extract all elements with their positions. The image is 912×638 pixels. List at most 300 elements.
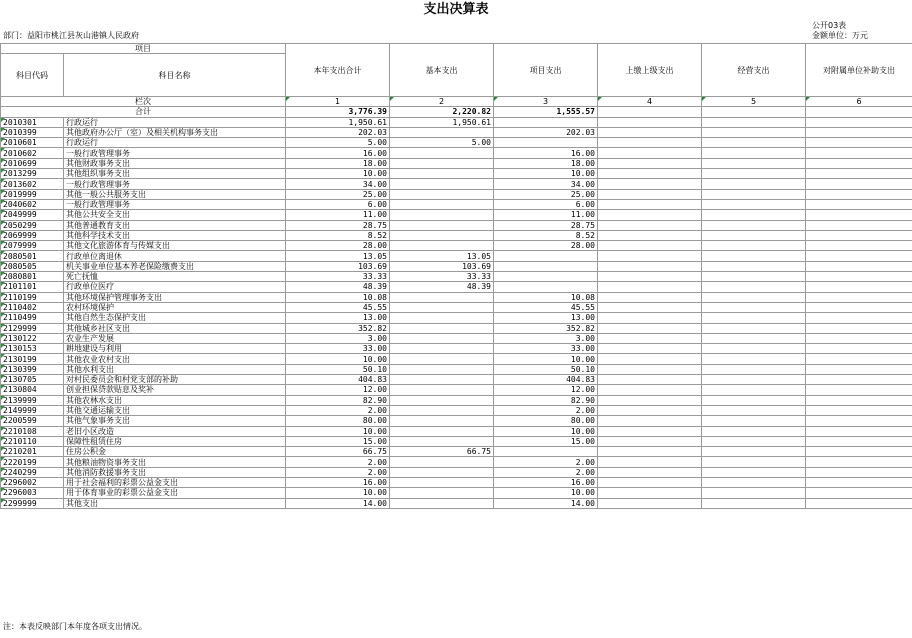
row-total: 2.00 (286, 467, 390, 477)
table-row (1, 138, 912, 148)
column-index-3: 3 (494, 97, 598, 107)
row-code: 2010399 (1, 127, 64, 137)
row-business (702, 405, 806, 415)
row-subsidy (806, 241, 912, 251)
row-business (702, 292, 806, 302)
column-index-label: 栏次 (1, 97, 286, 107)
row-name: 行政单位医疗 (64, 282, 286, 292)
row-name: 死亡抚恤 (64, 272, 286, 282)
row-code: 2110499 (1, 313, 64, 323)
row-total: 202.03 (286, 127, 390, 137)
row-name: 老旧小区改造 (64, 426, 286, 436)
row-subsidy (806, 210, 912, 220)
total-basic: 2,220.82 (390, 107, 494, 117)
row-name: 农业生产发展 (64, 333, 286, 343)
row-subsidy (806, 488, 912, 498)
row-subsidy (806, 344, 912, 354)
row-business (702, 333, 806, 343)
row-business (702, 467, 806, 477)
row-upper (598, 498, 702, 508)
column-index-2: 2 (390, 97, 494, 107)
row-name: 行政运行 (64, 138, 286, 148)
row-project: 80.00 (494, 416, 598, 426)
row-name: 其他文化旅游体育与传媒支出 (64, 241, 286, 251)
row-code: 2130705 (1, 375, 64, 385)
row-upper (598, 467, 702, 477)
header-total: 本年支出合计 (286, 44, 390, 97)
row-business (702, 127, 806, 137)
row-total: 50.10 (286, 364, 390, 374)
row-name: 其他消防救援事务支出 (64, 467, 286, 477)
row-code: 2079999 (1, 241, 64, 251)
row-total: 18.00 (286, 158, 390, 168)
row-basic (390, 467, 494, 477)
table-row (1, 354, 912, 364)
row-subsidy (806, 385, 912, 395)
department-label: 部门：益阳市桃江县灰山港镇人民政府 (3, 31, 139, 40)
table-row (1, 395, 912, 405)
row-subsidy (806, 333, 912, 343)
row-name: 其他农林水支出 (64, 395, 286, 405)
row-basic (390, 344, 494, 354)
row-business (702, 199, 806, 209)
row-subsidy (806, 148, 912, 158)
row-subsidy (806, 272, 912, 282)
row-upper (598, 457, 702, 467)
table-row (1, 323, 912, 333)
row-basic (390, 302, 494, 312)
table-row (1, 148, 912, 158)
row-project: 202.03 (494, 127, 598, 137)
row-business (702, 230, 806, 240)
row-project: 10.00 (494, 488, 598, 498)
row-name: 一般行政管理事务 (64, 199, 286, 209)
row-business (702, 251, 806, 261)
row-business (702, 385, 806, 395)
row-basic (390, 189, 494, 199)
row-total: 16.00 (286, 477, 390, 487)
row-basic (390, 199, 494, 209)
row-name: 其他组织事务支出 (64, 169, 286, 179)
row-subsidy (806, 395, 912, 405)
row-project: 12.00 (494, 385, 598, 395)
row-business (702, 477, 806, 487)
row-upper (598, 272, 702, 282)
row-name: 农村环境保护 (64, 302, 286, 312)
total-upper (598, 107, 702, 117)
row-business (702, 272, 806, 282)
row-basic (390, 364, 494, 374)
row-total: 103.69 (286, 261, 390, 271)
table-row (1, 189, 912, 199)
row-project: 8.52 (494, 230, 598, 240)
row-subsidy (806, 282, 912, 292)
row-name: 其他科学技术支出 (64, 230, 286, 240)
row-subsidy (806, 375, 912, 385)
row-basic (390, 292, 494, 302)
row-code: 2220199 (1, 457, 64, 467)
row-project: 25.00 (494, 189, 598, 199)
row-name: 其他自然生态保护支出 (64, 313, 286, 323)
row-upper (598, 375, 702, 385)
column-index-1: 1 (286, 97, 390, 107)
row-name: 其他农业农村支出 (64, 354, 286, 364)
row-upper (598, 251, 702, 261)
header-name: 科目名称 (64, 54, 286, 97)
row-name: 创业担保贷款贴息及奖补 (64, 385, 286, 395)
row-upper (598, 395, 702, 405)
row-subsidy (806, 189, 912, 199)
row-code: 2049999 (1, 210, 64, 220)
row-upper (598, 230, 702, 240)
row-business (702, 447, 806, 457)
row-project: 6.00 (494, 199, 598, 209)
row-subsidy (806, 498, 912, 508)
row-upper (598, 302, 702, 312)
row-upper (598, 292, 702, 302)
row-subsidy (806, 158, 912, 168)
table-row (1, 488, 912, 498)
row-code: 2130804 (1, 385, 64, 395)
row-upper (598, 405, 702, 415)
row-business (702, 354, 806, 364)
row-total: 82.90 (286, 395, 390, 405)
row-upper (598, 447, 702, 457)
row-total: 25.00 (286, 189, 390, 199)
header-upper: 上缴上级支出 (598, 44, 702, 97)
row-business (702, 179, 806, 189)
row-subsidy (806, 426, 912, 436)
row-subsidy (806, 169, 912, 179)
table-row (1, 251, 912, 261)
row-basic (390, 210, 494, 220)
row-project (494, 261, 598, 271)
row-upper (598, 179, 702, 189)
row-code: 2210201 (1, 447, 64, 457)
row-upper (598, 313, 702, 323)
table-row (1, 241, 912, 251)
table-row (1, 498, 912, 508)
table-row (1, 158, 912, 168)
row-upper (598, 354, 702, 364)
row-project: 13.00 (494, 313, 598, 323)
row-name: 一般行政管理事务 (64, 179, 286, 189)
row-total: 404.83 (286, 375, 390, 385)
row-subsidy (806, 354, 912, 364)
row-subsidy (806, 477, 912, 487)
row-project: 50.10 (494, 364, 598, 374)
row-total: 2.00 (286, 457, 390, 467)
row-total: 352.82 (286, 323, 390, 333)
row-business (702, 189, 806, 199)
row-business (702, 220, 806, 230)
row-code: 2101101 (1, 282, 64, 292)
total-business (702, 107, 806, 117)
row-total: 13.00 (286, 313, 390, 323)
row-project (494, 251, 598, 261)
row-basic (390, 416, 494, 426)
row-total: 66.75 (286, 447, 390, 457)
row-code: 2010301 (1, 117, 64, 127)
row-basic (390, 158, 494, 168)
row-business (702, 241, 806, 251)
row-total: 28.00 (286, 241, 390, 251)
row-subsidy (806, 251, 912, 261)
row-code: 2299999 (1, 498, 64, 508)
row-code: 2010602 (1, 148, 64, 158)
row-name: 其他城乡社区支出 (64, 323, 286, 333)
row-subsidy (806, 179, 912, 189)
row-business (702, 416, 806, 426)
row-code: 2010601 (1, 138, 64, 148)
row-project: 28.00 (494, 241, 598, 251)
table-row (1, 385, 912, 395)
row-total: 10.00 (286, 488, 390, 498)
row-basic (390, 498, 494, 508)
row-project (494, 138, 598, 148)
row-basic (390, 169, 494, 179)
row-project: 404.83 (494, 375, 598, 385)
row-business (702, 117, 806, 127)
total-subsidy (806, 107, 912, 117)
row-basic: 66.75 (390, 447, 494, 457)
row-total: 15.00 (286, 436, 390, 446)
table-row (1, 210, 912, 220)
row-code: 2139999 (1, 395, 64, 405)
row-code: 2200599 (1, 416, 64, 426)
row-basic (390, 395, 494, 405)
table-row (1, 477, 912, 487)
row-name: 其他环境保护管理事务支出 (64, 292, 286, 302)
table-row (1, 436, 912, 446)
row-code: 2069999 (1, 230, 64, 240)
row-name: 其他粮油物资事务支出 (64, 457, 286, 467)
row-upper (598, 148, 702, 158)
row-business (702, 395, 806, 405)
row-basic (390, 179, 494, 189)
table-row (1, 447, 912, 457)
row-subsidy (806, 436, 912, 446)
row-subsidy (806, 467, 912, 477)
row-total: 45.55 (286, 302, 390, 312)
row-basic (390, 354, 494, 364)
row-code: 2013602 (1, 179, 64, 189)
row-subsidy (806, 199, 912, 209)
row-upper (598, 364, 702, 374)
row-name: 其他一般公共服务支出 (64, 189, 286, 199)
row-code: 2080801 (1, 272, 64, 282)
row-code: 2110199 (1, 292, 64, 302)
row-name: 其他财政事务支出 (64, 158, 286, 168)
row-project: 82.90 (494, 395, 598, 405)
row-business (702, 282, 806, 292)
row-basic (390, 230, 494, 240)
row-basic: 1,950.61 (390, 117, 494, 127)
row-basic (390, 436, 494, 446)
row-upper (598, 282, 702, 292)
row-code: 2010699 (1, 158, 64, 168)
row-project: 28.75 (494, 220, 598, 230)
row-subsidy (806, 364, 912, 374)
row-subsidy (806, 416, 912, 426)
row-business (702, 261, 806, 271)
row-business (702, 457, 806, 467)
row-business (702, 313, 806, 323)
row-basic (390, 220, 494, 230)
row-business (702, 210, 806, 220)
table-row (1, 292, 912, 302)
row-upper (598, 488, 702, 498)
row-subsidy (806, 292, 912, 302)
row-project (494, 282, 598, 292)
table-row (1, 375, 912, 385)
table-row (1, 117, 912, 127)
row-total: 34.00 (286, 179, 390, 189)
row-code: 2130199 (1, 354, 64, 364)
row-business (702, 169, 806, 179)
row-basic: 13.05 (390, 251, 494, 261)
row-upper (598, 436, 702, 446)
row-upper (598, 261, 702, 271)
row-code: 2149999 (1, 405, 64, 415)
row-name: 保障性租赁住房 (64, 436, 286, 446)
table-row (1, 333, 912, 343)
row-business (702, 148, 806, 158)
row-subsidy (806, 457, 912, 467)
total-label: 合计 (1, 107, 286, 117)
table-row (1, 261, 912, 271)
row-business (702, 498, 806, 508)
row-upper (598, 158, 702, 168)
row-total: 2.00 (286, 405, 390, 415)
row-upper (598, 169, 702, 179)
table-row (1, 364, 912, 374)
row-name: 其他政府办公厅（室）及相关机构事务支出 (64, 127, 286, 137)
row-subsidy (806, 220, 912, 230)
row-name: 行政运行 (64, 117, 286, 127)
row-total: 5.00 (286, 138, 390, 148)
row-code: 2013299 (1, 169, 64, 179)
row-project: 45.55 (494, 302, 598, 312)
row-code: 2130122 (1, 333, 64, 343)
row-basic: 33.33 (390, 272, 494, 282)
row-total: 16.00 (286, 148, 390, 158)
row-basic (390, 127, 494, 137)
expenditure-table (0, 43, 912, 509)
row-name: 行政单位离退休 (64, 251, 286, 261)
row-project: 10.08 (494, 292, 598, 302)
row-code: 2296002 (1, 477, 64, 487)
row-total: 12.00 (286, 385, 390, 395)
row-business (702, 302, 806, 312)
row-name: 对村民委员会和村党支部的补助 (64, 375, 286, 385)
header-subsidy: 对附属单位补助支出 (806, 44, 912, 97)
header-business: 经营支出 (702, 44, 806, 97)
row-subsidy (806, 302, 912, 312)
row-project: 33.00 (494, 344, 598, 354)
row-name: 其他支出 (64, 498, 286, 508)
table-row (1, 220, 912, 230)
row-name: 机关事业单位基本养老保险缴费支出 (64, 261, 286, 271)
row-upper (598, 477, 702, 487)
row-total: 10.00 (286, 169, 390, 179)
row-total: 80.00 (286, 416, 390, 426)
row-name: 用于社会福利的彩票公益金支出 (64, 477, 286, 487)
table-row (1, 344, 912, 354)
row-total: 48.39 (286, 282, 390, 292)
header-basic: 基本支出 (390, 44, 494, 97)
row-project: 16.00 (494, 477, 598, 487)
row-subsidy (806, 447, 912, 457)
row-project: 15.00 (494, 436, 598, 446)
row-code: 2080505 (1, 261, 64, 271)
table-row (1, 169, 912, 179)
row-subsidy (806, 323, 912, 333)
row-project: 10.00 (494, 169, 598, 179)
row-project: 2.00 (494, 457, 598, 467)
row-code: 2050299 (1, 220, 64, 230)
table-row (1, 282, 912, 292)
row-project: 11.00 (494, 210, 598, 220)
row-upper (598, 199, 702, 209)
table-row (1, 179, 912, 189)
row-upper (598, 210, 702, 220)
row-code: 2130153 (1, 344, 64, 354)
row-subsidy (806, 405, 912, 415)
row-total: 3.00 (286, 333, 390, 343)
row-project: 3.00 (494, 333, 598, 343)
row-project: 10.00 (494, 426, 598, 436)
row-total: 1,950.61 (286, 117, 390, 127)
row-basic (390, 323, 494, 333)
row-name: 其他普通教育支出 (64, 220, 286, 230)
row-code: 2129999 (1, 323, 64, 333)
row-basic (390, 488, 494, 498)
row-project (494, 447, 598, 457)
total-row (1, 107, 912, 117)
row-subsidy (806, 127, 912, 137)
table-row (1, 302, 912, 312)
row-upper (598, 333, 702, 343)
row-code: 2040602 (1, 199, 64, 209)
row-business (702, 158, 806, 168)
row-name: 住房公积金 (64, 447, 286, 457)
total-total: 3,776.39 (286, 107, 390, 117)
row-code: 2240299 (1, 467, 64, 477)
row-business (702, 323, 806, 333)
row-name: 其他水利支出 (64, 364, 286, 374)
row-total: 6.00 (286, 199, 390, 209)
row-upper (598, 189, 702, 199)
table-row (1, 467, 912, 477)
row-project: 2.00 (494, 405, 598, 415)
row-project (494, 272, 598, 282)
row-upper (598, 426, 702, 436)
row-subsidy (806, 261, 912, 271)
row-total: 10.08 (286, 292, 390, 302)
row-basic: 5.00 (390, 138, 494, 148)
row-basic (390, 375, 494, 385)
row-business (702, 138, 806, 148)
row-total: 33.00 (286, 344, 390, 354)
row-upper (598, 344, 702, 354)
row-total: 33.33 (286, 272, 390, 282)
row-business (702, 426, 806, 436)
row-code: 2210110 (1, 436, 64, 446)
row-code: 2130399 (1, 364, 64, 374)
unit-label: 金额单位：万元 (812, 31, 868, 40)
row-name: 其他公共安全支出 (64, 210, 286, 220)
